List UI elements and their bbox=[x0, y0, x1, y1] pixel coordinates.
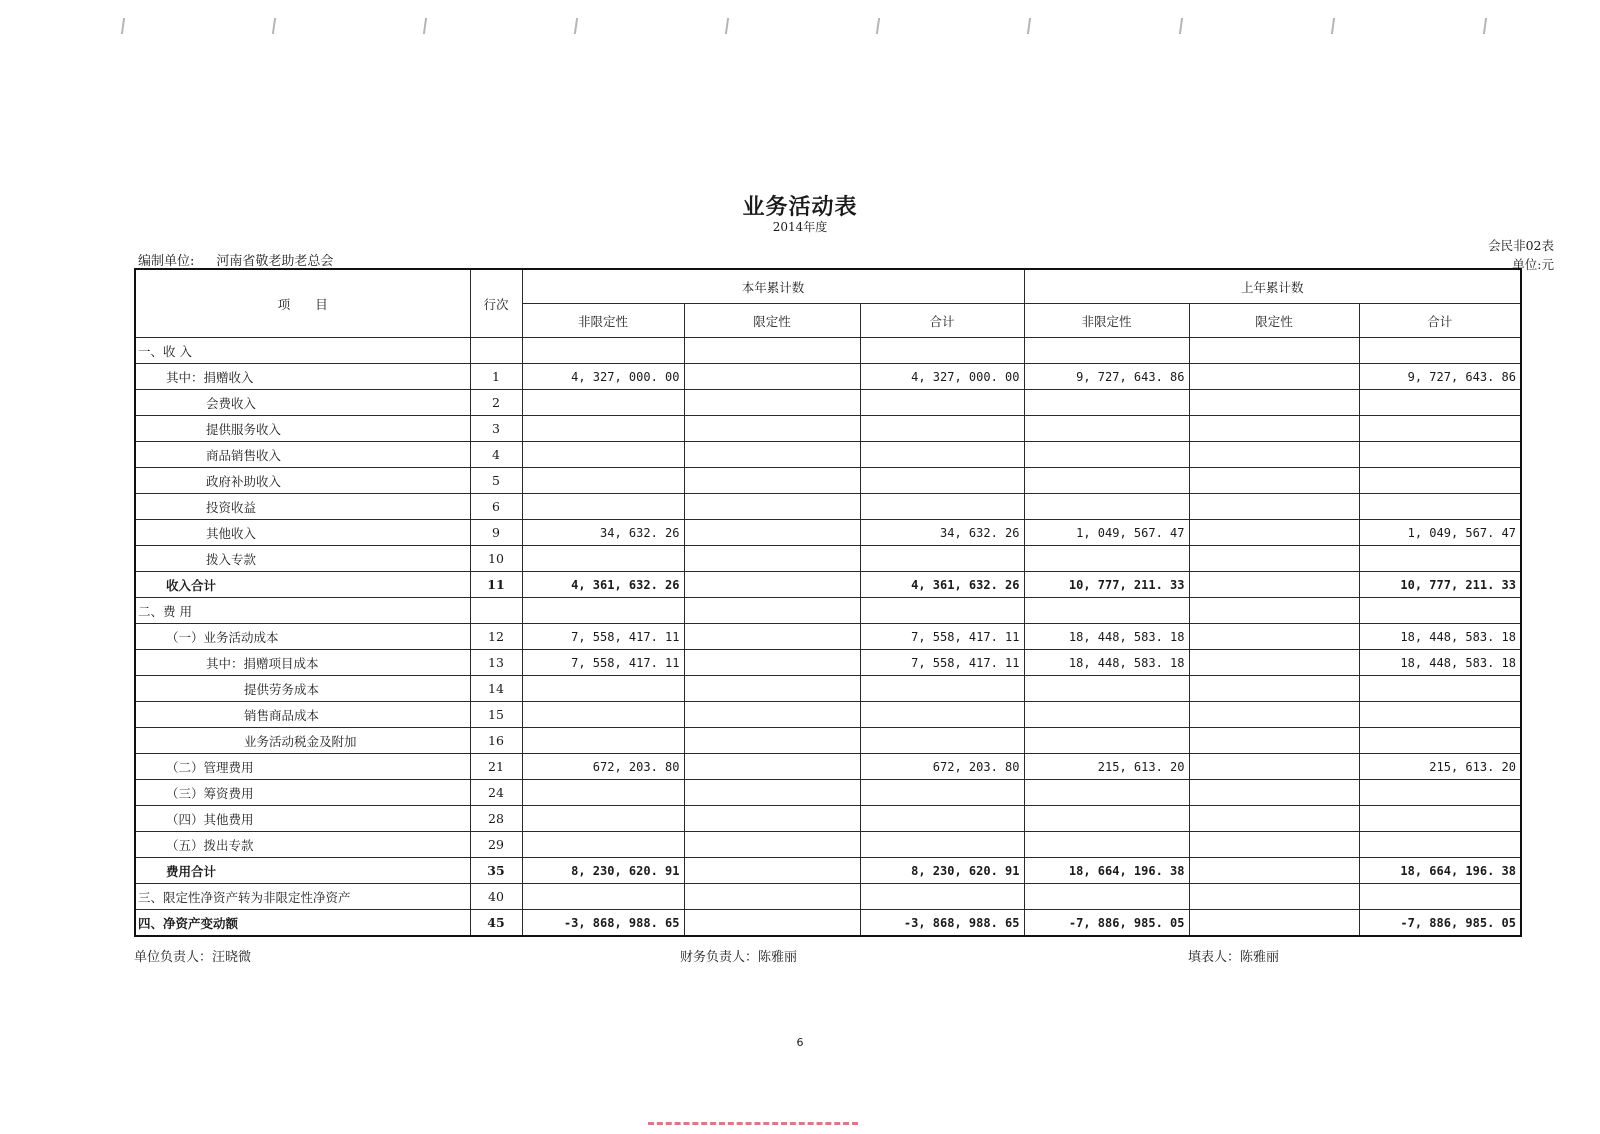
cell-current-restricted bbox=[684, 910, 860, 937]
row-line-number: 12 bbox=[470, 624, 522, 650]
col-header-previous-total: 合计 bbox=[1359, 304, 1521, 338]
cell-current-restricted bbox=[684, 676, 860, 702]
cell-current-restricted bbox=[684, 494, 860, 520]
row-line-number: 35 bbox=[470, 858, 522, 884]
cell-previous-unrestricted: 215, 613. 20 bbox=[1024, 754, 1189, 780]
row-item-name: 收入合计 bbox=[135, 572, 470, 598]
binding-mark bbox=[1483, 18, 1487, 34]
cell-current-unrestricted bbox=[522, 780, 684, 806]
signature-unit-head bbox=[134, 946, 251, 965]
table-row bbox=[135, 832, 1521, 858]
cell-previous-total: 10, 777, 211. 33 bbox=[1359, 572, 1521, 598]
cell-previous-unrestricted: 18, 448, 583. 18 bbox=[1024, 624, 1189, 650]
row-item-name: 政府补助收入 bbox=[135, 468, 470, 494]
cell-previous-total: 18, 448, 583. 18 bbox=[1359, 624, 1521, 650]
cell-previous-restricted bbox=[1189, 650, 1359, 676]
cell-previous-restricted bbox=[1189, 598, 1359, 624]
cell-current-unrestricted bbox=[522, 832, 684, 858]
row-item-name: （一）业务活动成本 bbox=[135, 624, 470, 650]
cell-current-restricted bbox=[684, 754, 860, 780]
finance-head-name: 陈雅丽 bbox=[758, 950, 798, 965]
cell-current-unrestricted: 8, 230, 620. 91 bbox=[522, 858, 684, 884]
table-row bbox=[135, 858, 1521, 884]
preparer-label: 填表人： bbox=[1188, 950, 1241, 965]
cell-previous-unrestricted bbox=[1024, 884, 1189, 910]
row-item-name: 业务活动税金及附加 bbox=[135, 728, 470, 754]
cell-current-total: -3, 868, 988. 65 bbox=[860, 910, 1024, 937]
row-line-number: 29 bbox=[470, 832, 522, 858]
cell-previous-restricted bbox=[1189, 676, 1359, 702]
cell-previous-restricted bbox=[1189, 884, 1359, 910]
row-item-name: 一、收 入 bbox=[135, 338, 470, 364]
binding-mark bbox=[121, 18, 125, 34]
col-header-previous-restricted: 限定性 bbox=[1189, 304, 1359, 338]
table-row bbox=[135, 390, 1521, 416]
cell-current-unrestricted bbox=[522, 728, 684, 754]
cell-current-restricted bbox=[684, 520, 860, 546]
cell-previous-restricted bbox=[1189, 416, 1359, 442]
table-row bbox=[135, 884, 1521, 910]
cell-previous-total bbox=[1359, 442, 1521, 468]
row-item-name: 商品销售收入 bbox=[135, 442, 470, 468]
cell-previous-total bbox=[1359, 338, 1521, 364]
cell-current-unrestricted bbox=[522, 416, 684, 442]
cell-current-total bbox=[860, 494, 1024, 520]
cell-previous-total: -7, 886, 985. 05 bbox=[1359, 910, 1521, 937]
cell-current-unrestricted bbox=[522, 338, 684, 364]
col-header-current-total: 合计 bbox=[860, 304, 1024, 338]
cell-current-restricted bbox=[684, 884, 860, 910]
col-header-current-unrestricted: 非限定性 bbox=[522, 304, 684, 338]
cell-current-unrestricted: 7, 558, 417. 11 bbox=[522, 624, 684, 650]
table-row bbox=[135, 910, 1521, 937]
table-body bbox=[135, 338, 1521, 937]
row-item-name: （二）管理费用 bbox=[135, 754, 470, 780]
row-line-number: 4 bbox=[470, 442, 522, 468]
row-item-name: （三）筹资费用 bbox=[135, 780, 470, 806]
preparing-unit bbox=[138, 250, 333, 269]
binding-mark bbox=[876, 18, 880, 34]
row-line-number: 13 bbox=[470, 650, 522, 676]
cell-current-total bbox=[860, 780, 1024, 806]
col-header-current-year: 本年累计数 bbox=[522, 269, 1024, 304]
cell-previous-total: 1, 049, 567. 47 bbox=[1359, 520, 1521, 546]
table-row bbox=[135, 806, 1521, 832]
row-line-number: 24 bbox=[470, 780, 522, 806]
cell-previous-unrestricted bbox=[1024, 702, 1189, 728]
table-row bbox=[135, 702, 1521, 728]
cell-current-total: 4, 361, 632. 26 bbox=[860, 572, 1024, 598]
row-line-number: 40 bbox=[470, 884, 522, 910]
cell-previous-total bbox=[1359, 832, 1521, 858]
cell-current-unrestricted bbox=[522, 390, 684, 416]
binding-mark bbox=[574, 18, 578, 34]
cell-previous-total: 215, 613. 20 bbox=[1359, 754, 1521, 780]
table-row bbox=[135, 546, 1521, 572]
cell-current-restricted bbox=[684, 468, 860, 494]
cell-previous-total bbox=[1359, 728, 1521, 754]
row-item-name: 销售商品成本 bbox=[135, 702, 470, 728]
cell-current-total: 7, 558, 417. 11 bbox=[860, 650, 1024, 676]
red-seal-fragment bbox=[648, 1122, 858, 1134]
row-line-number bbox=[470, 338, 522, 364]
cell-current-restricted bbox=[684, 416, 860, 442]
report-title: 业务活动表 bbox=[742, 194, 858, 220]
cell-previous-total bbox=[1359, 416, 1521, 442]
cell-current-restricted bbox=[684, 338, 860, 364]
cell-current-total bbox=[860, 546, 1024, 572]
cell-previous-unrestricted bbox=[1024, 806, 1189, 832]
row-item-name: 三、限定性净资产转为非限定性净资产 bbox=[135, 884, 470, 910]
header-row-groups bbox=[135, 269, 1521, 304]
cell-previous-unrestricted bbox=[1024, 546, 1189, 572]
cell-current-restricted bbox=[684, 390, 860, 416]
cell-previous-total: 9, 727, 643. 86 bbox=[1359, 364, 1521, 390]
row-line-number: 45 bbox=[470, 910, 522, 937]
cell-current-total: 4, 327, 000. 00 bbox=[860, 364, 1024, 390]
cell-previous-unrestricted bbox=[1024, 728, 1189, 754]
binding-mark bbox=[1331, 18, 1335, 34]
cell-current-restricted bbox=[684, 442, 860, 468]
cell-previous-unrestricted: 18, 448, 583. 18 bbox=[1024, 650, 1189, 676]
cell-current-restricted bbox=[684, 780, 860, 806]
cell-current-restricted bbox=[684, 832, 860, 858]
row-item-name: 会费收入 bbox=[135, 390, 470, 416]
cell-current-unrestricted bbox=[522, 702, 684, 728]
row-item-name: （五）拨出专款 bbox=[135, 832, 470, 858]
table-row bbox=[135, 364, 1521, 390]
cell-current-total: 672, 203. 80 bbox=[860, 754, 1024, 780]
cell-current-unrestricted: 34, 632. 26 bbox=[522, 520, 684, 546]
cell-previous-restricted bbox=[1189, 806, 1359, 832]
signature-finance-head bbox=[680, 946, 797, 965]
cell-current-unrestricted bbox=[522, 442, 684, 468]
row-item-name: 其他收入 bbox=[135, 520, 470, 546]
preparing-unit-label: 编制单位: bbox=[138, 254, 195, 269]
cell-previous-restricted bbox=[1189, 338, 1359, 364]
table-row bbox=[135, 598, 1521, 624]
row-line-number: 5 bbox=[470, 468, 522, 494]
row-line-number: 14 bbox=[470, 676, 522, 702]
row-line-number: 6 bbox=[470, 494, 522, 520]
cell-current-total bbox=[860, 806, 1024, 832]
table-row bbox=[135, 520, 1521, 546]
cell-previous-unrestricted bbox=[1024, 598, 1189, 624]
cell-current-unrestricted bbox=[522, 676, 684, 702]
row-item-name: （四）其他费用 bbox=[135, 806, 470, 832]
cell-current-restricted bbox=[684, 728, 860, 754]
cell-previous-unrestricted bbox=[1024, 832, 1189, 858]
cell-previous-restricted bbox=[1189, 910, 1359, 937]
cell-previous-restricted bbox=[1189, 624, 1359, 650]
cell-current-total: 7, 558, 417. 11 bbox=[860, 624, 1024, 650]
cell-previous-total bbox=[1359, 468, 1521, 494]
col-header-current-restricted: 限定性 bbox=[684, 304, 860, 338]
cell-current-total bbox=[860, 338, 1024, 364]
col-header-previous-unrestricted: 非限定性 bbox=[1024, 304, 1189, 338]
row-item-name: 提供服务收入 bbox=[135, 416, 470, 442]
table-row bbox=[135, 338, 1521, 364]
row-item-name: 其中：捐赠项目成本 bbox=[135, 650, 470, 676]
cell-current-restricted bbox=[684, 858, 860, 884]
col-header-item: 项 目 bbox=[135, 269, 470, 338]
cell-previous-total bbox=[1359, 806, 1521, 832]
binding-mark bbox=[1027, 18, 1031, 34]
cell-previous-total bbox=[1359, 702, 1521, 728]
cell-current-unrestricted bbox=[522, 598, 684, 624]
col-header-previous-year: 上年累计数 bbox=[1024, 269, 1521, 304]
cell-current-restricted bbox=[684, 546, 860, 572]
cell-previous-restricted bbox=[1189, 754, 1359, 780]
cell-previous-restricted bbox=[1189, 494, 1359, 520]
cell-previous-total bbox=[1359, 780, 1521, 806]
cell-previous-restricted bbox=[1189, 702, 1359, 728]
cell-previous-unrestricted bbox=[1024, 468, 1189, 494]
cell-current-total bbox=[860, 416, 1024, 442]
cell-previous-restricted bbox=[1189, 364, 1359, 390]
cell-previous-unrestricted: 1, 049, 567. 47 bbox=[1024, 520, 1189, 546]
row-line-number: 3 bbox=[470, 416, 522, 442]
cell-current-total bbox=[860, 702, 1024, 728]
cell-current-restricted bbox=[684, 702, 860, 728]
cell-previous-restricted bbox=[1189, 780, 1359, 806]
cell-previous-unrestricted bbox=[1024, 676, 1189, 702]
cell-current-total bbox=[860, 728, 1024, 754]
cell-current-unrestricted bbox=[522, 806, 684, 832]
row-line-number: 15 bbox=[470, 702, 522, 728]
cell-current-unrestricted: 672, 203. 80 bbox=[522, 754, 684, 780]
table-row bbox=[135, 676, 1521, 702]
cell-previous-total bbox=[1359, 598, 1521, 624]
unit-head-label: 单位负责人： bbox=[134, 950, 213, 965]
cell-previous-restricted bbox=[1189, 728, 1359, 754]
cell-previous-unrestricted bbox=[1024, 780, 1189, 806]
cell-current-unrestricted: -3, 868, 988. 65 bbox=[522, 910, 684, 937]
row-item-name: 拨入专款 bbox=[135, 546, 470, 572]
cell-current-unrestricted: 4, 361, 632. 26 bbox=[522, 572, 684, 598]
cell-current-total bbox=[860, 832, 1024, 858]
cell-previous-unrestricted: 9, 727, 643. 86 bbox=[1024, 364, 1189, 390]
row-line-number: 21 bbox=[470, 754, 522, 780]
cell-previous-restricted bbox=[1189, 572, 1359, 598]
binding-mark bbox=[1179, 18, 1183, 34]
row-line-number: 9 bbox=[470, 520, 522, 546]
cell-previous-unrestricted bbox=[1024, 442, 1189, 468]
cell-current-total: 34, 632. 26 bbox=[860, 520, 1024, 546]
row-item-name: 费用合计 bbox=[135, 858, 470, 884]
cell-current-restricted bbox=[684, 572, 860, 598]
binding-mark bbox=[423, 18, 427, 34]
cell-previous-restricted bbox=[1189, 442, 1359, 468]
row-line-number: 11 bbox=[470, 572, 522, 598]
row-line-number: 10 bbox=[470, 546, 522, 572]
table-row bbox=[135, 754, 1521, 780]
cell-previous-unrestricted bbox=[1024, 338, 1189, 364]
currency-unit: 单位:元 bbox=[1512, 257, 1554, 272]
cell-current-unrestricted: 4, 327, 000. 00 bbox=[522, 364, 684, 390]
unit-head-name: 汪晓微 bbox=[212, 950, 252, 965]
table-row bbox=[135, 780, 1521, 806]
row-item-name: 二、费 用 bbox=[135, 598, 470, 624]
cell-current-restricted bbox=[684, 650, 860, 676]
cell-current-restricted bbox=[684, 364, 860, 390]
cell-previous-total: 18, 448, 583. 18 bbox=[1359, 650, 1521, 676]
row-line-number bbox=[470, 598, 522, 624]
cell-current-total bbox=[860, 884, 1024, 910]
cell-current-restricted bbox=[684, 598, 860, 624]
finance-head-label: 财务负责人： bbox=[680, 950, 759, 965]
cell-current-restricted bbox=[684, 624, 860, 650]
cell-previous-unrestricted: 18, 664, 196. 38 bbox=[1024, 858, 1189, 884]
cell-previous-restricted bbox=[1189, 390, 1359, 416]
cell-previous-total bbox=[1359, 390, 1521, 416]
row-item-name: 投资收益 bbox=[135, 494, 470, 520]
cell-previous-unrestricted bbox=[1024, 416, 1189, 442]
row-line-number: 16 bbox=[470, 728, 522, 754]
cell-previous-unrestricted bbox=[1024, 494, 1189, 520]
cell-previous-restricted bbox=[1189, 520, 1359, 546]
row-line-number: 1 bbox=[470, 364, 522, 390]
cell-previous-total: 18, 664, 196. 38 bbox=[1359, 858, 1521, 884]
table-row bbox=[135, 572, 1521, 598]
col-header-line: 行次 bbox=[470, 269, 522, 338]
form-number: 会民非02表 bbox=[1488, 238, 1554, 253]
cell-current-unrestricted: 7, 558, 417. 11 bbox=[522, 650, 684, 676]
business-activity-table bbox=[134, 268, 1522, 937]
cell-previous-total bbox=[1359, 546, 1521, 572]
binding-hole-marks bbox=[0, 14, 1600, 44]
cell-previous-total bbox=[1359, 494, 1521, 520]
preparer-name: 陈雅丽 bbox=[1240, 950, 1280, 965]
cell-previous-restricted bbox=[1189, 546, 1359, 572]
signature-preparer bbox=[1188, 946, 1279, 965]
binding-mark bbox=[725, 18, 729, 34]
cell-current-unrestricted bbox=[522, 494, 684, 520]
cell-current-unrestricted bbox=[522, 546, 684, 572]
table-row bbox=[135, 650, 1521, 676]
cell-previous-unrestricted bbox=[1024, 390, 1189, 416]
page-number: 6 bbox=[796, 1036, 804, 1049]
cell-current-total bbox=[860, 390, 1024, 416]
table-row bbox=[135, 468, 1521, 494]
row-item-name: 提供劳务成本 bbox=[135, 676, 470, 702]
cell-previous-restricted bbox=[1189, 832, 1359, 858]
row-line-number: 2 bbox=[470, 390, 522, 416]
cell-current-unrestricted bbox=[522, 884, 684, 910]
table-row bbox=[135, 442, 1521, 468]
cell-current-total bbox=[860, 442, 1024, 468]
table-row bbox=[135, 624, 1521, 650]
row-line-number: 28 bbox=[470, 806, 522, 832]
cell-current-total bbox=[860, 598, 1024, 624]
row-item-name: 其中：捐赠收入 bbox=[135, 364, 470, 390]
table-row bbox=[135, 728, 1521, 754]
cell-previous-restricted bbox=[1189, 858, 1359, 884]
cell-current-restricted bbox=[684, 806, 860, 832]
cell-previous-total bbox=[1359, 676, 1521, 702]
cell-previous-restricted bbox=[1189, 468, 1359, 494]
cell-current-total bbox=[860, 468, 1024, 494]
cell-previous-total bbox=[1359, 884, 1521, 910]
cell-current-total bbox=[860, 676, 1024, 702]
cell-current-unrestricted bbox=[522, 468, 684, 494]
binding-mark bbox=[272, 18, 276, 34]
cell-previous-unrestricted: 10, 777, 211. 33 bbox=[1024, 572, 1189, 598]
report-year: 2014年度 bbox=[772, 220, 828, 234]
row-item-name: 四、净资产变动额 bbox=[135, 910, 470, 937]
table-row bbox=[135, 494, 1521, 520]
cell-current-total: 8, 230, 620. 91 bbox=[860, 858, 1024, 884]
cell-previous-unrestricted: -7, 886, 985. 05 bbox=[1024, 910, 1189, 937]
table-row bbox=[135, 416, 1521, 442]
preparing-unit-name: 河南省敬老助老总会 bbox=[216, 254, 334, 269]
